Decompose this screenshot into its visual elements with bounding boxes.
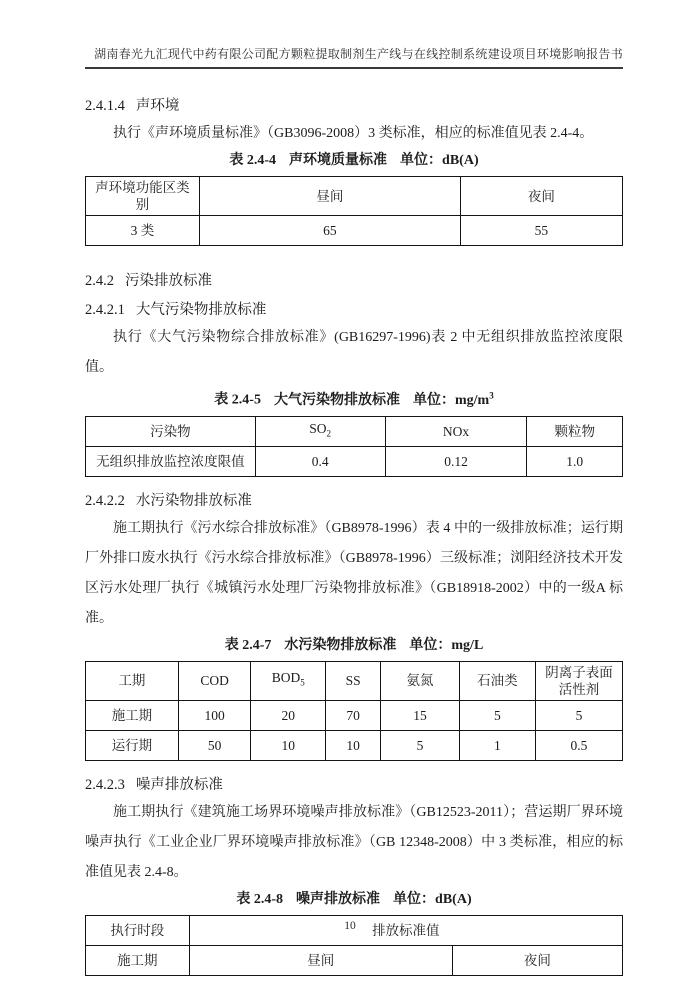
section-title: 污染排放标准	[125, 273, 212, 289]
table-cell: 5	[459, 700, 535, 730]
chem-subscript: 2	[326, 428, 332, 439]
table-header-row	[86, 177, 623, 216]
table-cell: 0.4	[255, 446, 385, 476]
table-cell: 无组织排放监控浓度限值	[86, 446, 256, 476]
section-number: 2.4.2	[85, 273, 114, 289]
caption-title: 水污染物排放标准	[284, 637, 397, 653]
table-header-cell: 氨氮	[381, 661, 459, 700]
table-header-cell: 阴离子表面活性剂	[535, 661, 622, 700]
table-header-cell: 夜间	[460, 177, 622, 216]
table-cell: 10	[326, 730, 381, 760]
table-cell: 施工期	[86, 945, 190, 975]
section-number: 2.4.2.1	[85, 302, 125, 318]
table-cell: 0.12	[385, 446, 527, 476]
section-number: 2.4.2.2	[85, 492, 125, 509]
table-cell: 3 类	[86, 216, 200, 246]
section-heading-noise-environment	[85, 96, 623, 116]
table-cell: 昼间	[189, 945, 452, 975]
table-cell: 1	[459, 730, 535, 760]
caption-unit: 单位：dB(A)	[400, 153, 479, 168]
section-heading-noise-emission	[85, 775, 623, 795]
table-row	[86, 446, 623, 476]
table-cell: 0.5	[535, 730, 622, 760]
caption-label: 表 2.4-4	[229, 153, 277, 168]
caption-label: 表 2.4-5	[214, 392, 261, 408]
table-header-cell: NOx	[385, 416, 527, 446]
table-header-cell: 声环境功能区类别	[86, 177, 200, 216]
table-header-cell: $BOD_5$	[251, 661, 326, 700]
paragraph-noise-environment: 执行《声环境质量标准》（GB3096-2008）3 类标准，相应的标准值见表 2.4-4。	[113, 126, 594, 141]
table-noise-quality-standard	[85, 176, 623, 246]
table-caption-2-4-7	[85, 635, 623, 657]
section-title: 噪声排放标准	[135, 776, 223, 793]
table-cell: 夜间	[452, 945, 622, 975]
caption-unit: 单位：mg/L	[409, 637, 484, 653]
table-header-cell: 排放标准值	[189, 915, 622, 945]
table-cell: 20	[251, 700, 326, 730]
caption-title: 声环境质量标准	[289, 153, 388, 168]
table-header-cell: 污染物	[86, 416, 256, 446]
caption-title: 大气污染物排放标准	[273, 392, 400, 408]
table-cell: 施工期	[86, 700, 179, 730]
table-cell: 运行期	[86, 730, 179, 760]
caption-label: 表 2.4-8	[236, 891, 284, 907]
table-header-cell: 石油类	[459, 661, 535, 700]
paragraph-water-pollutants: 施工期执行《污水综合排放标准》（GB8978-1996）表 4 中的一级排放标准；运行期厂外排口废水执行《污水综合排放标准》（GB8978-1996）三级标准；浏阳经济技术开发区污水处理厂执行《城镇污水处理厂污染物排放标准》（GB18918-2002）中的一级A 标准。	[85, 520, 623, 626]
table-header-cell: 昼间	[199, 177, 460, 216]
table-header-row	[86, 661, 623, 700]
paragraph-air-pollutants: 执行《大气污染物综合排放标准》(GB16297-1996)表 2 中无组织排放监控浓度限值。	[85, 330, 623, 375]
section-number: 2.4.1.4	[85, 98, 125, 114]
table-row	[86, 730, 623, 760]
section-heading-air-pollutants	[85, 300, 623, 320]
table-cell: 5	[381, 730, 459, 760]
section-number: 2.4.2.3	[85, 776, 125, 793]
table-row	[86, 216, 623, 246]
unit-superscript: 3	[489, 390, 494, 400]
table-cell: 10	[251, 730, 326, 760]
table-cell: 70	[326, 700, 381, 730]
page-header-title: 湖南春光九汇现代中药有限公司配方颗粒提取制剂生产线与在线控制系统建设项目环境影响报告书	[94, 47, 623, 61]
caption-label: 表 2.4-7	[224, 637, 272, 653]
page-number: 10	[344, 920, 356, 932]
paragraph-noise-emission: 施工期执行《建筑施工场界环境噪声排放标准》（GB12523-2011）；营运期厂界环境噪声执行《工业企业厂界环境噪声排放标准》（GB 12348-2008）中 3 类标准，相应的标准值见表 2.4-8。	[85, 804, 623, 880]
table-cell: 65	[199, 216, 460, 246]
table-header-cell: $SO_2$	[255, 416, 385, 446]
table-row	[86, 945, 623, 975]
table-caption-2-4-5	[85, 384, 623, 412]
section-heading-pollution-standards	[85, 271, 623, 291]
table-cell: 1.0	[527, 446, 623, 476]
table-header-cell: 工期	[86, 661, 179, 700]
table-row	[86, 700, 623, 730]
table-header-cell: SS	[326, 661, 381, 700]
caption-title: 噪声排放标准	[296, 891, 381, 907]
caption-unit: 单位：$mg/m^3$	[412, 390, 494, 408]
table-header-cell: 执行时段	[86, 915, 190, 945]
table-cell: 50	[178, 730, 250, 760]
section-title: 水污染物排放标准	[135, 492, 252, 509]
table-caption-2-4-8	[85, 889, 623, 911]
section-heading-water-pollutants	[85, 491, 623, 511]
table-cell: 100	[178, 700, 250, 730]
caption-unit: 单位：dB(A)	[393, 891, 472, 907]
table-cell: 15	[381, 700, 459, 730]
table-cell: 55	[460, 216, 622, 246]
table-cell: 5	[535, 700, 622, 730]
table-water-emission-standard	[85, 661, 623, 761]
table-header-row	[86, 416, 623, 446]
chem-subscript: 5	[300, 678, 305, 688]
page-header	[85, 0, 623, 69]
section-title: 声环境	[135, 98, 180, 114]
table-header-cell: COD	[178, 661, 250, 700]
table-header-cell: 颗粒物	[527, 416, 623, 446]
table-caption-2-4-4	[85, 150, 623, 172]
section-title: 大气污染物排放标准	[135, 302, 267, 318]
table-air-emission-standard	[85, 416, 623, 477]
